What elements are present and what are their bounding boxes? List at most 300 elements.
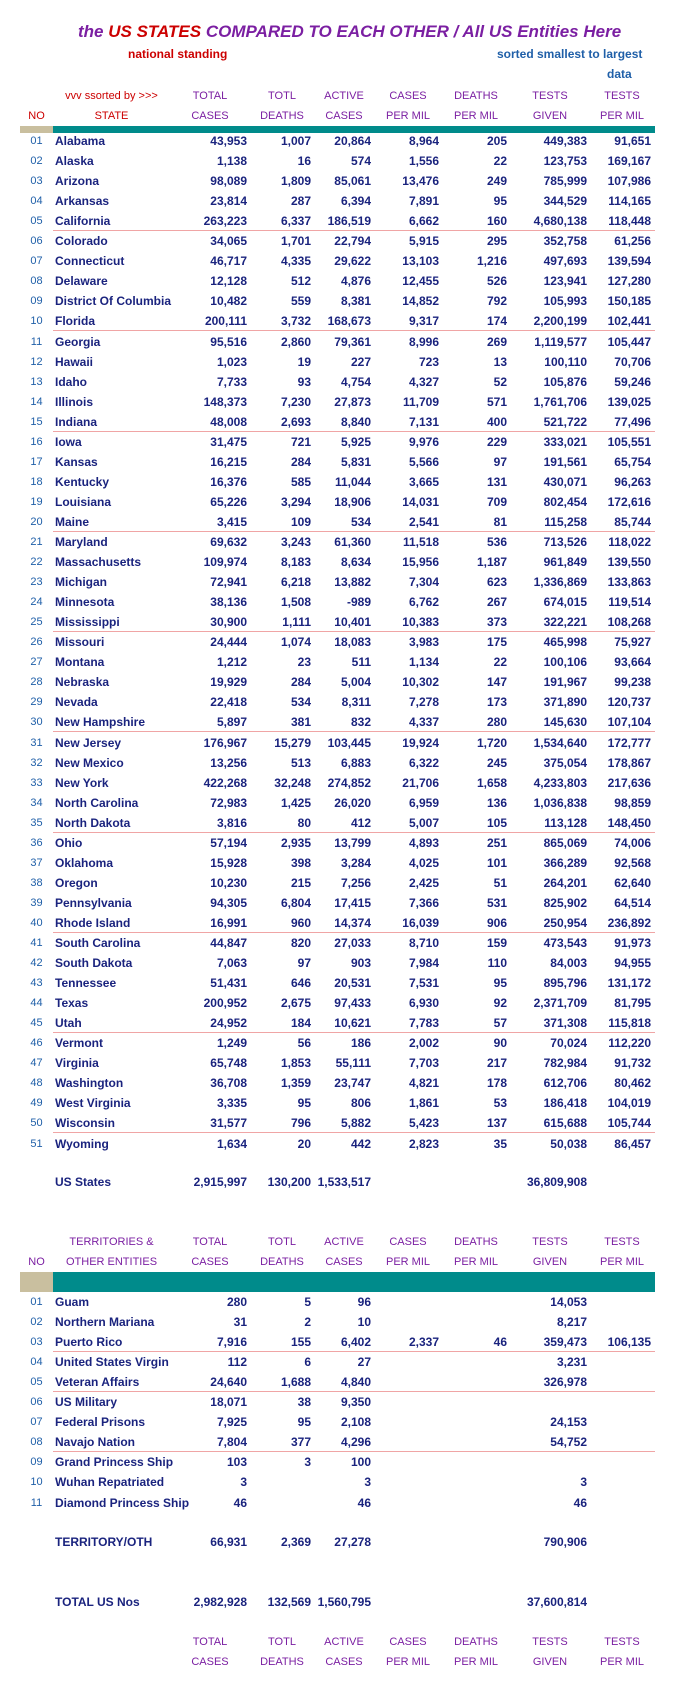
entity-name: TERRITORY/OTH xyxy=(55,1535,153,1549)
cases-per-mil: 8,996 xyxy=(408,335,439,349)
deaths-per-mil: 178 xyxy=(486,1076,507,1090)
tests-given: 674,015 xyxy=(543,595,587,609)
deaths-per-mil: 57 xyxy=(493,1016,507,1030)
deaths-per-mil: 105 xyxy=(486,816,507,830)
tests-given: 37,600,814 xyxy=(526,1595,587,1609)
tests-given: 105,876 xyxy=(543,375,587,389)
tests-per-mil: 99,238 xyxy=(614,675,651,689)
total-cases: 2,982,928 xyxy=(193,1595,247,1609)
tests-per-mil: TESTS xyxy=(604,1636,640,1648)
deaths-per-mil: 792 xyxy=(486,294,507,308)
entity-name: Nebraska xyxy=(55,675,110,689)
tests-given: GIVEN xyxy=(532,1656,568,1668)
table-row xyxy=(0,412,675,432)
total-cases: 24,444 xyxy=(210,635,247,649)
total-deaths: 16 xyxy=(297,154,311,168)
total-deaths: 1,359 xyxy=(280,1076,311,1090)
table-row xyxy=(0,311,675,331)
cases-per-mil: 7,703 xyxy=(408,1056,439,1070)
total-cases: 72,983 xyxy=(210,796,247,810)
tests-given: 802,454 xyxy=(543,495,587,509)
total-cases: 24,640 xyxy=(210,1375,247,1389)
deaths-per-mil: DEATHS xyxy=(454,1236,498,1248)
row-number: 51 xyxy=(30,1138,43,1150)
entity-name: US States xyxy=(55,1175,112,1189)
total-cases: 46,717 xyxy=(210,254,247,268)
row-number: 07 xyxy=(30,1416,43,1428)
deaths-per-mil: 131 xyxy=(486,475,507,489)
total-deaths: 95 xyxy=(297,1415,311,1429)
active-cases: 4,840 xyxy=(340,1375,371,1389)
deaths-per-mil: 400 xyxy=(486,415,507,429)
tests-given: 1,119,577 xyxy=(534,335,587,349)
total-deaths: 130,200 xyxy=(267,1175,311,1189)
active-cases: 2,108 xyxy=(340,1415,371,1429)
entity-name: Tennessee xyxy=(55,976,117,990)
table-row xyxy=(0,1033,675,1053)
cases-per-mil xyxy=(374,1452,442,1472)
row-number: 03 xyxy=(30,175,43,187)
cases-per-mil xyxy=(374,1372,442,1392)
active-cases: 1,560,795 xyxy=(317,1595,371,1609)
row-number: 19 xyxy=(30,496,43,508)
table-row xyxy=(0,1412,675,1432)
active-cases: 79,361 xyxy=(334,335,371,349)
active-cases: 55,111 xyxy=(335,1056,371,1070)
cases-per-mil: 7,366 xyxy=(408,896,439,910)
row-number: 10 xyxy=(30,315,43,327)
cases-per-mil: 10,302 xyxy=(402,675,439,689)
active-cases: 18,906 xyxy=(334,495,371,509)
tests-per-mil: 133,863 xyxy=(607,575,651,589)
tests-per-mil: PER MIL xyxy=(599,110,644,122)
deaths-per-mil: DEATHS xyxy=(454,1636,498,1648)
tests-per-mil: 118,448 xyxy=(608,214,651,228)
tests-given: TESTS xyxy=(532,1636,568,1648)
cases-per-mil: 6,762 xyxy=(408,595,439,609)
entity-name: Puerto Rico xyxy=(55,1335,123,1349)
tests-per-mil: PER MIL xyxy=(599,1656,644,1668)
tests-per-mil: 178,867 xyxy=(607,756,651,770)
total-cases: 280 xyxy=(226,1295,247,1309)
cases-per-mil: 2,541 xyxy=(408,515,439,529)
active-cases: 13,799 xyxy=(334,836,371,850)
total-cases: 15,928 xyxy=(210,856,247,870)
row-number: 41 xyxy=(30,937,43,949)
tests-given: GIVEN xyxy=(532,110,568,122)
cases-per-mil: PER MIL xyxy=(385,1656,430,1668)
total-cases: 10,482 xyxy=(210,294,247,308)
total-cases: 95,516 xyxy=(210,335,247,349)
total-cases: 2,915,997 xyxy=(193,1175,247,1189)
cases-per-mil: 13,476 xyxy=(402,174,439,188)
tests-given: 473,543 xyxy=(543,936,587,950)
row-number: 37 xyxy=(30,857,43,869)
table-row xyxy=(0,372,675,392)
total-cases: 112 xyxy=(227,1355,247,1369)
row-number: 08 xyxy=(30,275,43,287)
tests-given: 100,110 xyxy=(544,355,587,369)
active-cases: 13,882 xyxy=(334,575,371,589)
active-cases: 27 xyxy=(357,1355,371,1369)
total-deaths: 6,337 xyxy=(280,214,311,228)
table-row xyxy=(0,1352,675,1372)
total-cases: TOTAL xyxy=(192,1636,228,1648)
tests-given: 961,849 xyxy=(543,555,587,569)
tests-per-mil xyxy=(590,1372,654,1392)
entity-name: Connecticut xyxy=(55,254,125,268)
total-deaths: 3 xyxy=(304,1455,311,1469)
active-cases: 903 xyxy=(350,956,371,970)
deaths-per-mil: 137 xyxy=(486,1116,507,1130)
territories-header-row-1 xyxy=(0,1232,675,1252)
total-cases: 69,632 xyxy=(210,535,247,549)
row-number: 35 xyxy=(30,817,43,829)
row-number: 46 xyxy=(30,1037,43,1049)
grand-total-row xyxy=(0,1592,675,1612)
table-row xyxy=(0,973,675,993)
row-number: 43 xyxy=(30,977,43,989)
cases-per-mil: 3,665 xyxy=(408,475,439,489)
tests-per-mil: 150,185 xyxy=(607,294,651,308)
entity-name: Michigan xyxy=(55,575,108,589)
entity-name: Alabama xyxy=(55,134,106,148)
total-cases: 65,226 xyxy=(210,495,247,509)
entity-name: Vermont xyxy=(55,1036,104,1050)
active-cases: 8,311 xyxy=(341,695,371,709)
deaths-per-mil: PER MIL xyxy=(453,1656,498,1668)
table-row xyxy=(0,291,675,311)
total-deaths: 20 xyxy=(297,1137,311,1151)
total-deaths: 398 xyxy=(290,856,311,870)
active-cases: 10,401 xyxy=(334,615,371,629)
entity-name: California xyxy=(55,214,111,228)
deaths-per-mil: 13 xyxy=(493,355,507,369)
active-cases: 186,519 xyxy=(327,214,371,228)
deaths-per-mil: 22 xyxy=(493,154,507,168)
active-cases: 11,044 xyxy=(334,475,371,489)
entity-name xyxy=(53,1652,170,1672)
entity-name: New Jersey xyxy=(55,736,122,750)
tests-given: 3 xyxy=(580,1475,587,1489)
active-cases: 6,394 xyxy=(340,194,371,208)
total-cases: 16,215 xyxy=(210,455,247,469)
header-row-2 xyxy=(0,106,675,126)
entity-name: Kansas xyxy=(55,455,98,469)
table-row xyxy=(0,1113,675,1133)
active-cases: ACTIVE xyxy=(324,90,364,102)
row-number: 08 xyxy=(30,1436,43,1448)
row-number: 33 xyxy=(30,777,43,789)
table-row xyxy=(0,552,675,572)
active-cases: 3,284 xyxy=(340,856,371,870)
tests-given: 785,999 xyxy=(543,174,587,188)
total-deaths: 2,369 xyxy=(280,1535,311,1549)
active-cases: 8,840 xyxy=(340,415,371,429)
total-deaths: 377 xyxy=(290,1435,311,1449)
total-deaths: TOTL xyxy=(268,90,296,102)
cases-per-mil: 2,002 xyxy=(408,1036,439,1050)
total-cases: 200,111 xyxy=(204,314,247,328)
active-cases: 511 xyxy=(351,655,371,669)
entity-name: TOTAL US Nos xyxy=(55,1595,140,1609)
row-number: 50 xyxy=(30,1117,43,1129)
total-deaths: 109 xyxy=(290,515,311,529)
tests-given: 1,036,838 xyxy=(533,796,587,810)
total-deaths: 534 xyxy=(290,695,311,709)
active-cases: 27,033 xyxy=(334,936,371,950)
tests-given: 14,053 xyxy=(550,1295,587,1309)
total-deaths: 3,294 xyxy=(280,495,311,509)
total-cases: 263,223 xyxy=(203,214,247,228)
tests-given: 186,418 xyxy=(543,1096,587,1110)
row-number: 05 xyxy=(30,1376,43,1388)
total-deaths: 93 xyxy=(297,375,311,389)
sort-order-label-2: data xyxy=(607,67,632,81)
row-number: 28 xyxy=(30,676,43,688)
cases-per-mil: 13,103 xyxy=(402,254,439,268)
tests-per-mil xyxy=(590,1592,654,1612)
total-deaths: 155 xyxy=(290,1335,311,1349)
tests-given: 84,003 xyxy=(550,956,587,970)
cases-per-mil: 5,566 xyxy=(408,455,439,469)
total-deaths: 32,248 xyxy=(274,776,311,790)
table-row xyxy=(0,1292,675,1312)
row-number: 06 xyxy=(30,1396,43,1408)
table-row xyxy=(0,332,675,352)
cases-per-mil: 2,823 xyxy=(408,1137,439,1151)
total-cases: 24,952 xyxy=(210,1016,247,1030)
total-deaths: 3,732 xyxy=(280,314,311,328)
cases-per-mil: 723 xyxy=(418,355,439,369)
total-deaths: TOTL xyxy=(268,1636,296,1648)
table-row xyxy=(0,933,675,953)
tests-given: 333,021 xyxy=(543,435,587,449)
active-cases: 5,831 xyxy=(340,455,371,469)
active-cases: 534 xyxy=(350,515,371,529)
tests-given: 782,984 xyxy=(543,1056,587,1070)
territory-total-row xyxy=(0,1532,675,1552)
tests-per-mil: 80,462 xyxy=(614,1076,651,1090)
entity-name: Texas xyxy=(55,996,89,1010)
tests-given: 191,967 xyxy=(543,675,587,689)
tests-given: 521,722 xyxy=(543,415,587,429)
tests-given: 2,200,199 xyxy=(533,314,587,328)
total-deaths: 2 xyxy=(304,1315,311,1329)
total-deaths: 80 xyxy=(297,816,311,830)
total-cases: 98,089 xyxy=(210,174,247,188)
total-cases: 22,418 xyxy=(210,695,247,709)
entity-name: Maine xyxy=(55,515,90,529)
row-number: 31 xyxy=(30,737,43,749)
total-cases: 3,816 xyxy=(216,816,247,830)
deaths-per-mil xyxy=(442,1312,510,1332)
tests-given: 191,561 xyxy=(543,455,587,469)
tests-per-mil: 102,441 xyxy=(607,314,651,328)
row-number: 23 xyxy=(30,576,43,588)
total-deaths: 7,230 xyxy=(280,395,311,409)
deaths-per-mil: 1,187 xyxy=(476,555,507,569)
total-deaths: 97 xyxy=(297,956,311,970)
table-row xyxy=(0,1332,675,1352)
deaths-per-mil xyxy=(442,1372,510,1392)
active-cases: 20,864 xyxy=(334,134,371,148)
total-deaths: 284 xyxy=(290,675,311,689)
cases-per-mil: 6,959 xyxy=(408,796,439,810)
row-number: 27 xyxy=(30,656,43,668)
cases-per-mil: 7,891 xyxy=(408,194,439,208)
tests-per-mil: 64,514 xyxy=(614,896,651,910)
total-cases: 1,023 xyxy=(216,355,247,369)
tests-per-mil: 77,496 xyxy=(614,415,651,429)
total-deaths: TOTL xyxy=(268,1236,296,1248)
active-cases: 5,882 xyxy=(340,1116,371,1130)
row-number: 11 xyxy=(30,1497,43,1509)
tests-given: 100,106 xyxy=(543,655,587,669)
cases-per-mil: 14,852 xyxy=(402,294,439,308)
tests-given: 713,526 xyxy=(543,535,587,549)
total-deaths: 559 xyxy=(290,294,311,308)
table-row xyxy=(0,131,675,151)
table-row xyxy=(0,472,675,492)
active-cases: 96 xyxy=(357,1295,371,1309)
row-number: 20 xyxy=(30,516,43,528)
row-number: 01 xyxy=(30,135,43,147)
active-cases: 227 xyxy=(350,355,371,369)
tests-per-mil: 74,006 xyxy=(614,836,651,850)
total-cases: 43,953 xyxy=(210,134,247,148)
total-cases: 31 xyxy=(233,1315,247,1329)
tests-per-mil: 98,859 xyxy=(614,796,651,810)
tests-per-mil: 104,019 xyxy=(607,1096,651,1110)
active-cases: 22,794 xyxy=(334,234,371,248)
tests-per-mil: 236,892 xyxy=(607,916,651,930)
total-deaths: 5 xyxy=(304,1295,311,1309)
row-number: 05 xyxy=(30,215,43,227)
deaths-per-mil: 53 xyxy=(493,1096,507,1110)
total-deaths: DEATHS xyxy=(260,110,304,122)
tests-per-mil: 112,220 xyxy=(608,1036,651,1050)
entity-name: North Dakota xyxy=(55,816,131,830)
total-deaths xyxy=(250,1472,314,1492)
table-row xyxy=(0,392,675,412)
row-number: 25 xyxy=(30,616,43,628)
cases-per-mil: 4,337 xyxy=(408,715,439,729)
deaths-per-mil: DEATHS xyxy=(454,90,498,102)
tests-per-mil: 108,268 xyxy=(607,615,651,629)
total-cases: 1,249 xyxy=(216,1036,247,1050)
deaths-per-mil: 160 xyxy=(486,214,507,228)
tests-per-mil: 105,744 xyxy=(607,1116,651,1130)
active-cases: 14,374 xyxy=(334,916,371,930)
row-number: 09 xyxy=(30,295,43,307)
active-cases: 186 xyxy=(350,1036,371,1050)
tests-per-mil xyxy=(590,1352,654,1372)
entity-name: Kentucky xyxy=(55,475,110,489)
cases-per-mil: PER MIL xyxy=(385,110,430,122)
deaths-per-mil: 229 xyxy=(486,435,507,449)
row-number: 39 xyxy=(30,897,43,909)
table-row xyxy=(0,672,675,692)
active-cases: 6,402 xyxy=(340,1335,371,1349)
active-cases: 412 xyxy=(350,816,371,830)
total-cases: 16,991 xyxy=(210,916,247,930)
tests-given: 825,902 xyxy=(543,896,587,910)
table-row xyxy=(0,231,675,251)
total-deaths: 184 xyxy=(290,1016,311,1030)
table-row xyxy=(0,592,675,612)
cases-per-mil: 4,893 xyxy=(408,836,439,850)
cases-per-mil: 9,976 xyxy=(408,435,439,449)
total-deaths: 56 xyxy=(297,1036,311,1050)
entity-name: South Carolina xyxy=(55,936,141,950)
deaths-per-mil: 35 xyxy=(493,1137,507,1151)
total-cases: 57,194 xyxy=(210,836,247,850)
row-number: 09 xyxy=(30,1456,43,1468)
total-deaths: 512 xyxy=(290,274,311,288)
total-cases: 148,373 xyxy=(203,395,247,409)
active-cases: 100 xyxy=(350,1455,371,1469)
tests-per-mil: 91,651 xyxy=(614,134,651,148)
cases-per-mil: 14,031 xyxy=(402,495,439,509)
tests-given: 4,680,138 xyxy=(533,214,587,228)
row-number: 16 xyxy=(30,436,43,448)
table-row xyxy=(0,1312,675,1332)
cases-per-mil xyxy=(374,1292,442,1312)
number-column-marker xyxy=(20,1272,53,1292)
row-number: 03 xyxy=(30,1336,43,1348)
entity-name: Delaware xyxy=(55,274,108,288)
total-deaths: 1,007 xyxy=(280,134,311,148)
cases-per-mil xyxy=(374,1412,442,1432)
table-row xyxy=(0,1493,675,1513)
entity-name: Minnesota xyxy=(55,595,115,609)
tests-per-mil xyxy=(590,1312,654,1332)
cases-per-mil: 8,710 xyxy=(408,936,439,950)
deaths-per-mil: 1,658 xyxy=(476,776,507,790)
entity-name: Utah xyxy=(55,1016,82,1030)
row-number: 42 xyxy=(30,957,43,969)
active-cases: -989 xyxy=(346,595,371,609)
tests-per-mil xyxy=(590,1532,654,1552)
deaths-per-mil xyxy=(442,1472,510,1492)
row-number: NO xyxy=(28,1256,45,1268)
total-cases: CASES xyxy=(191,1256,229,1268)
active-cases: 274,852 xyxy=(327,776,371,790)
active-cases: 8,634 xyxy=(340,555,371,569)
tests-per-mil: 115,818 xyxy=(608,1016,651,1030)
active-cases: ACTIVE xyxy=(324,1236,364,1248)
tests-per-mil: 119,514 xyxy=(608,595,651,609)
deaths-per-mil: 249 xyxy=(486,174,507,188)
entity-name: Grand Princess Ship xyxy=(55,1455,174,1469)
cases-per-mil xyxy=(374,1432,442,1452)
table-row xyxy=(0,1472,675,1492)
entity-name: Northern Mariana xyxy=(55,1315,155,1329)
tests-per-mil: 70,706 xyxy=(614,355,651,369)
entity-name: Navajo Nation xyxy=(55,1435,136,1449)
tests-given: 3,231 xyxy=(556,1355,587,1369)
table-row xyxy=(0,712,675,732)
total-cases: 5,897 xyxy=(216,715,247,729)
deaths-per-mil xyxy=(442,1432,510,1452)
tests-given: 615,688 xyxy=(543,1116,587,1130)
deaths-per-mil xyxy=(442,1452,510,1472)
total-deaths xyxy=(250,1493,314,1513)
active-cases: 17,415 xyxy=(334,896,371,910)
active-cases: 27,278 xyxy=(334,1535,371,1549)
table-row xyxy=(0,893,675,913)
